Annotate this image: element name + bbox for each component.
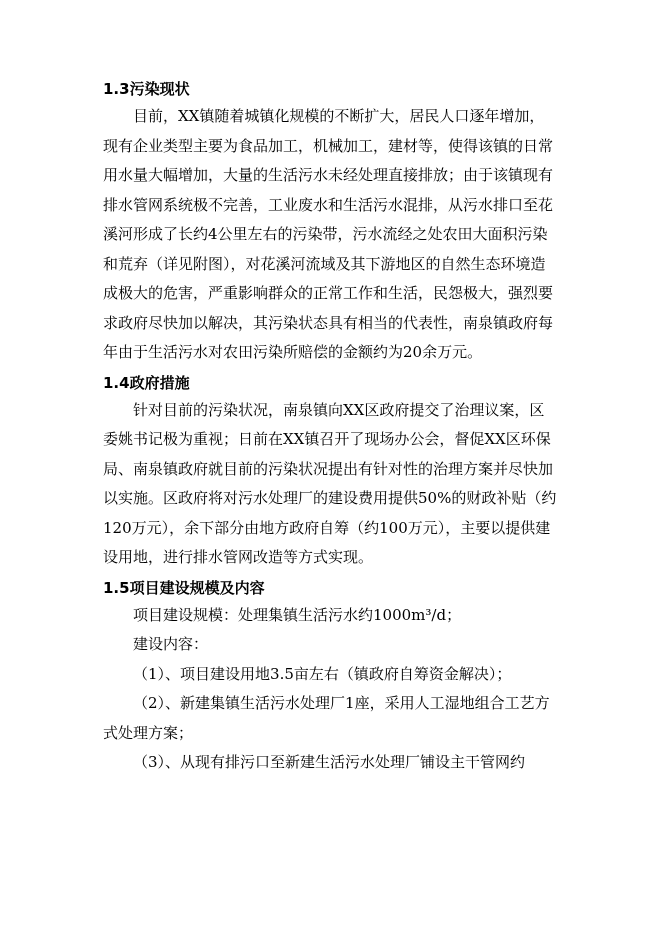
paragraph-project-scale: 项目建设规模：处理集镇生活污水约1000m³/d； — [133, 605, 462, 624]
list-item-treatment-plant: （2）、新建集镇生活污水处理厂1座，采用人工湿地组合工艺方式处理方案； — [103, 694, 550, 742]
section-heading-government-measures: 1.4政府措施 — [103, 373, 190, 392]
list-item-land-use: （1）、项目建设用地3.5亩左右（镇政府自筹资金解决）； — [133, 664, 512, 683]
list-item-pipe-network: （3）、从现有排污口至新建生活污水处理厂铺设主干管网约 — [133, 753, 526, 771]
section-heading-project-scale: 1.5项目建设规模及内容 — [103, 578, 265, 597]
paragraph-government-measures: 针对目前的污染状况，南泉镇向XX区政府提交了治理议案，区委姚书记极为重视；日前在XX镇召开了现场办公会，督促XX区环保局、南泉镇政府就目前的污染状况提出有针对性的治理方案并尽快加以实施。区政府将对污水处理厂的建设费用提供50%的财政补贴（约120万元），余下部分由地方政府自筹（约100万元），主要以提供建设用地，进行排水管网改造等方式实现。 — [103, 400, 557, 566]
section-heading-pollution-status: 1.3污染现状 — [103, 80, 190, 98]
document-body — [103, 76, 559, 778]
paragraph-pollution-status: 目前，XX镇随着城镇化规模的不断扩大，居民人口逐年增加，现有企业类型主要为食品加工，机械加工，建材等，使得该镇的日常用水量大幅增加，大量的生活污水未经处理直接排放；由于该镇现有排水管网系统极不完善，工业废水和生活污水混排，从污水排口至花溪河形成了长约4公里左右的污染带，污水流经之处农田大面积污染和荒弃（详见附图），对花溪河流域及其下游地区的自然生态环境造成极大的危害，严重影响群众的正常工作和生活，民怨极大，强烈要求政府尽快加以解决，其污染状态具有相当的代表性，南泉镇政府每年由于生活污水对农田污染所赔偿的金额约为20余万元。 — [103, 107, 554, 361]
paragraph-construction-content-label: 建设内容： — [133, 635, 209, 653]
